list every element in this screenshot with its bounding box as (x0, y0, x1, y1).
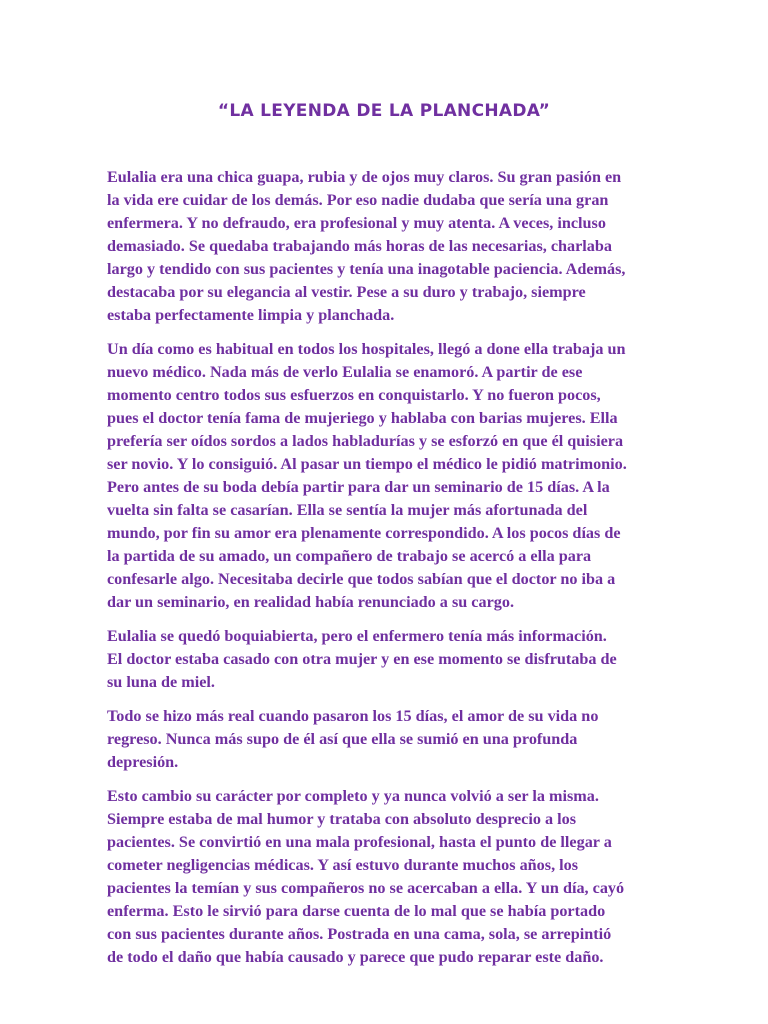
text-line: prefería ser oídos sordos a lados habladurías y se esforzó en que él quisiera (107, 432, 624, 450)
text-line: confesarle algo. Necesitaba decirle que todos sabían que el doctor no iba a (107, 570, 616, 588)
paragraph-1 (107, 166, 667, 327)
text-line: su luna de miel. (107, 673, 215, 691)
text-line: nuevo médico. Nada más de verlo Eulalia se enamoró. A partir de ese (107, 363, 583, 381)
text-line: mundo, por fin su amor era plenamente correspondido. A los pocos días de (107, 524, 621, 542)
text-line: destacaba por su elegancia al vestir. Pese a su duro y trabajo, siempre (107, 283, 586, 301)
text-line: Eulalia era una chica guapa, rubia y de ojos muy claros. Su gran pasión en (107, 168, 622, 186)
text-line: de todo el daño que había causado y parece que pudo reparar este daño. (107, 948, 604, 966)
text-line: enfermera. Y no defraudo, era profesional y muy atenta. A veces, incluso (107, 214, 606, 232)
text-line: la vida ere cuidar de los demás. Por eso nadie dudaba que sería una gran (107, 191, 609, 209)
text-line: regreso. Nunca más supo de él así que ella se sumió en una profunda (107, 730, 578, 748)
text-line: Pero antes de su boda debía partir para dar un seminario de 15 días. A la (107, 478, 610, 496)
text-line: largo y tendido con sus pacientes y tenía una inagotable paciencia. Además, (107, 260, 626, 278)
document-body (107, 166, 667, 980)
text-line: El doctor estaba casado con otra mujer y en ese momento se disfrutaba de (107, 650, 617, 668)
text-line: estaba perfectamente limpia y planchada. (107, 306, 395, 324)
text-line: dar un seminario, en realidad había renunciado a su cargo. (107, 593, 514, 611)
paragraph-5 (107, 785, 667, 969)
text-line: demasiado. Se quedaba trabajando más horas de las necesarias, charlaba (107, 237, 612, 255)
paragraph-2 (107, 338, 667, 614)
text-line: enferma. Esto le sirvió para darse cuenta de lo mal que se había portado (107, 902, 606, 920)
paragraph-3 (107, 625, 667, 694)
text-line: la partida de su amado, un compañero de trabajo se acercó a ella para (107, 547, 592, 565)
text-line: Eulalia se quedó boquiabierta, pero el enfermero tenía más información. (107, 627, 607, 645)
paragraph-4 (107, 705, 667, 774)
document-title: “LA LEYENDA DE LA PLANCHADA” (217, 101, 551, 121)
text-line: cometer negligencias médicas. Y así estuvo durante muchos años, los (107, 856, 579, 874)
text-line: vuelta sin falta se casarían. Ella se sentía la mujer más afortunada del (107, 501, 588, 519)
text-line: Un día como es habitual en todos los hospitales, llegó a done ella trabaja un (107, 340, 626, 358)
text-line: depresión. (107, 753, 179, 771)
text-line: con sus pacientes durante años. Postrada en una cama, sola, se arrepintió (107, 925, 612, 943)
text-line: momento centro todos sus esfuerzos en conquistarlo. Y no fueron pocos, (107, 386, 601, 404)
text-line: Esto cambio su carácter por completo y ya nunca volvió a ser la misma. (107, 787, 599, 805)
text-line: pacientes. Se convirtió en una mala profesional, hasta el punto de llegar a (107, 833, 612, 851)
text-line: ser novio. Y lo consiguió. Al pasar un tiempo el médico le pidió matrimonio. (107, 455, 627, 473)
text-line: Todo se hizo más real cuando pasaron los 15 días, el amor de su vida no (107, 707, 599, 725)
text-line: Siempre estaba de mal humor y trataba con absoluto desprecio a los (107, 810, 576, 828)
text-line: pues el doctor tenía fama de mujeriego y hablaba con barias mujeres. Ella (107, 409, 618, 427)
text-line: pacientes la temían y sus compañeros no se acercaban a ella. Y un día, cayó (107, 879, 625, 897)
